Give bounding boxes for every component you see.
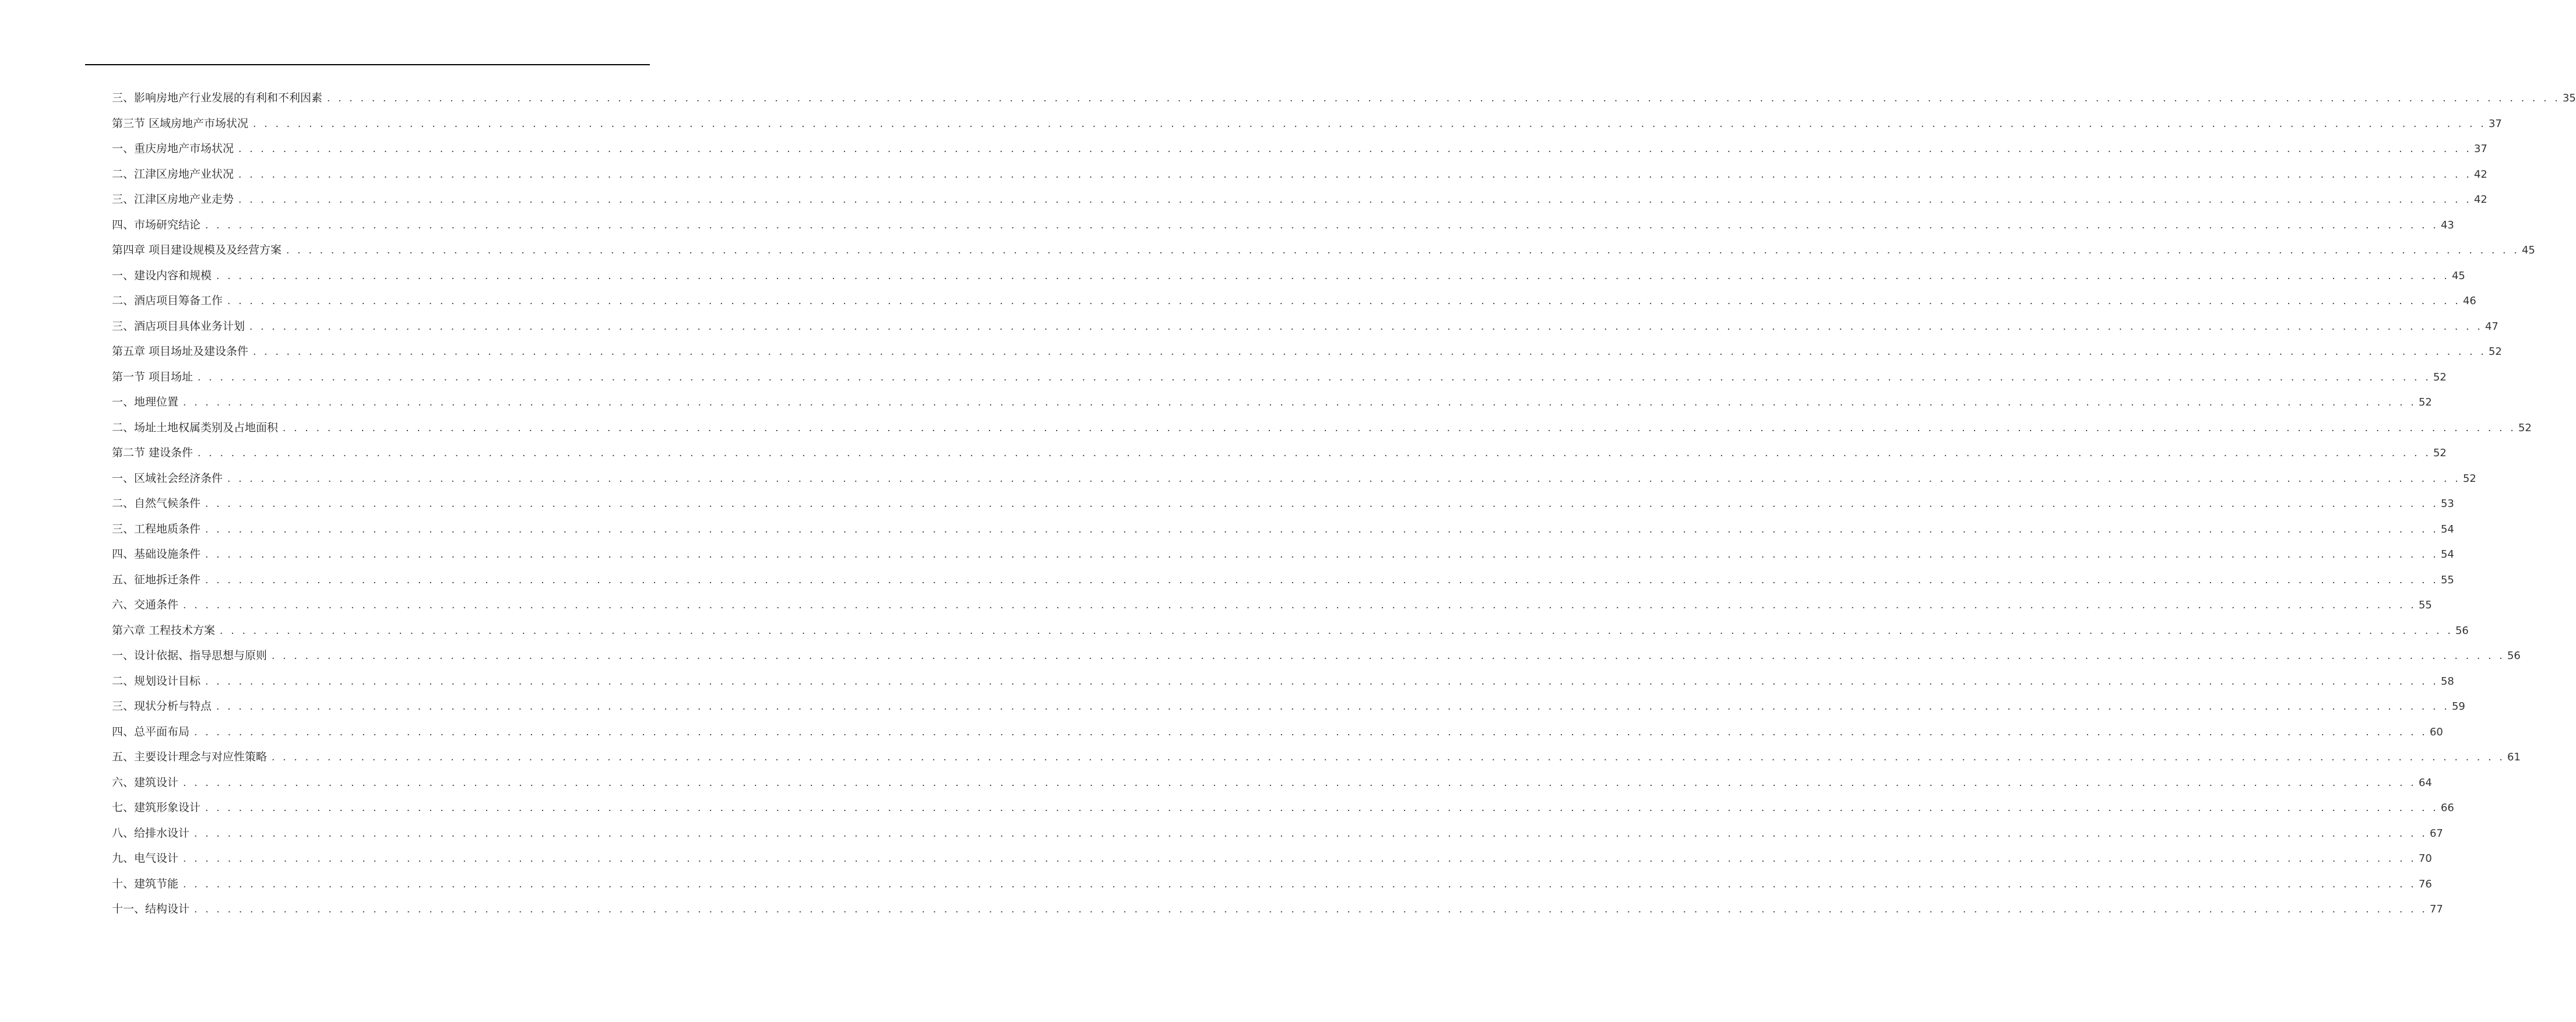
toc-entry-title: 三、工程地质条件 [112,522,201,535]
toc-leader-dots: . . . . . . . . . . . . . . . . . . . . . . . . . . . . . . . . . . . . . . . . . . . . . . . . . . . . . . . . . . . . . . . . . . . . . . . . . . . . . . . . . . . . . . . . . . . . . . . . . . . . . . . . . . . . . . . . . . . . . . . . . . . . . . . . . . . . . . . . . . . . . . . . . . . . . . . . . . . . . . . . . . . . . . . . . . . . . . . . . . . . . . . . . . . . . . . . . . . . . . . . [227,295,2461,307]
toc-entry-title: 第二节 建设条件 [112,446,193,459]
toc-entry-page-number: 55 [2440,573,2454,586]
toc-leader-dots: . . . . . . . . . . . . . . . . . . . . . . . . . . . . . . . . . . . . . . . . . . . . . . . . . . . . . . . . . . . . . . . . . . . . . . . . . . . . . . . . . . . . . . . . . . . . . . . . . . . . . . . . . . . . . . . . . . . . . . . . . . . . . . . . . . . . . . . . . . . . . . . . . . . . . . . . . . . . . . . . . . . . . . . . . . . . . . . . . . . . . . . . . . . . . . . . . . . . . . . . [227,473,2461,485]
toc-leader-dots: . . . . . . . . . . . . . . . . . . . . . . . . . . . . . . . . . . . . . . . . . . . . . . . . . . . . . . . . . . . . . . . . . . . . . . . . . . . . . . . . . . . . . . . . . . . . . . . . . . . . . . . . . . . . . . . . . . . . . . . . . . . . . . . . . . . . . . . . . . . . . . . . . . . . . . . . . . . . . . . . . . . . . . . . . . . . . . . . . . . . . . . . . . . . . . . . . . . . . . . . [183,600,2416,611]
toc-entry-page-number: 56 [2455,624,2469,637]
toc-leader-dots: . . . . . . . . . . . . . . . . . . . . . . . . . . . . . . . . . . . . . . . . . . . . . . . . . . . . . . . . . . . . . . . . . . . . . . . . . . . . . . . . . . . . . . . . . . . . . . . . . . . . . . . . . . . . . . . . . . . . . . . . . . . . . . . . . . . . . . . . . . . . . . . . . . . . . . . . . . . . . . . . . . . . . . . . . . . . . . . . . . . . . . . . . . . . . . . . . . . . . . . . [183,777,2416,789]
toc-leader-dots: . . . . . . . . . . . . . . . . . . . . . . . . . . . . . . . . . . . . . . . . . . . . . . . . . . . . . . . . . . . . . . . . . . . . . . . . . . . . . . . . . . . . . . . . . . . . . . . . . . . . . . . . . . . . . . . . . . . . . . . . . . . . . . . . . . . . . . . . . . . . . . . . . . . . . . . . . . . . . . . . . . . . . . . . . . . . . . . . . . . . . . . . . . . . . . . . . . . . . . . . [205,498,2438,510]
toc-entry-page-number: 54 [2440,548,2454,561]
toc-entry[interactable] [112,421,2532,447]
toc-entry-page-number: 76 [2418,877,2432,890]
toc-entry-page-number: 59 [2451,700,2465,713]
toc-entry-title: 十一、结构设计 [112,903,190,915]
toc-leader-dots: . . . . . . . . . . . . . . . . . . . . . . . . . . . . . . . . . . . . . . . . . . . . . . . . . . . . . . . . . . . . . . . . . . . . . . . . . . . . . . . . . . . . . . . . . . . . . . . . . . . . . . . . . . . . . . . . . . . . . . . . . . . . . . . . . . . . . . . . . . . . . . . . . . . . . . . . . . . . . . . . . . . . . . . . . . . . . . . . . . . . . . . . . . . . . . . . . . . . . . . . [253,346,2486,358]
toc-entry-page-number: 35 [2562,92,2576,104]
toc-entry-page-number: 37 [2473,143,2487,155]
toc-entry-page-number: 45 [2451,269,2465,282]
toc-entry[interactable] [112,269,2465,295]
toc-entry[interactable] [112,903,2443,928]
toc-entry[interactable] [112,573,2454,599]
toc-entry-page-number: 46 [2462,295,2476,307]
toc-entry-title: 三、影响房地产行业发展的有利和不利因素 [112,91,323,104]
toc-entry-page-number: 60 [2429,725,2443,738]
toc-entry-title: 五、征地拆迁条件 [112,573,201,586]
toc-entry-page-number: 42 [2473,193,2487,206]
toc-leader-dots: . . . . . . . . . . . . . . . . . . . . . . . . . . . . . . . . . . . . . . . . . . . . . . . . . . . . . . . . . . . . . . . . . . . . . . . . . . . . . . . . . . . . . . . . . . . . . . . . . . . . . . . . . . . . . . . . . . . . . . . . . . . . . . . . . . . . . . . . . . . . . . . . . . . . . . . . . . . . . . . . . . . . . . . . . . . . . . . . . . . . . . . . . . . . . . . . . . . . . . . . [283,422,2516,434]
toc-entry-title: 六、交通条件 [112,598,179,611]
toc-leader-dots: . . . . . . . . . . . . . . . . . . . . . . . . . . . . . . . . . . . . . . . . . . . . . . . . . . . . . . . . . . . . . . . . . . . . . . . . . . . . . . . . . . . . . . . . . . . . . . . . . . . . . . . . . . . . . . . . . . . . . . . . . . . . . . . . . . . . . . . . . . . . . . . . . . . . . . . . . . . . . . . . . . . . . . . . . . . . . . . . . . . . . . . . . . . . . . . . . . . . . . . . [198,371,2431,383]
toc-entry-title: 第四章 项目建设规模及及经营方案 [112,244,282,256]
toc-entry-title: 第六章 工程技术方案 [112,623,216,637]
toc-entry-title: 一、重庆房地产市场状况 [112,142,234,155]
toc-entry[interactable] [112,497,2454,523]
toc-leader-dots: . . . . . . . . . . . . . . . . . . . . . . . . . . . . . . . . . . . . . . . . . . . . . . . . . . . . . . . . . . . . . . . . . . . . . . . . . . . . . . . . . . . . . . . . . . . . . . . . . . . . . . . . . . . . . . . . . . . . . . . . . . . . . . . . . . . . . . . . . . . . . . . . . . . . . . . . . . . . . . . . . . . . . . . . . . . . . . . . . . . . . . . . . . . . . . . . . . . . . . . . [183,397,2416,408]
toc-entry-title: 十、建筑节能 [112,877,179,890]
toc-entry-page-number: 54 [2440,523,2454,535]
toc-entry-title: 六、建筑设计 [112,776,179,789]
toc-entry-title: 第一节 项目场址 [112,370,193,383]
toc-leader-dots: . . . . . . . . . . . . . . . . . . . . . . . . . . . . . . . . . . . . . . . . . . . . . . . . . . . . . . . . . . . . . . . . . . . . . . . . . . . . . . . . . . . . . . . . . . . . . . . . . . . . . . . . . . . . . . . . . . . . . . . . . . . . . . . . . . . . . . . . . . . . . . . . . . . . . . . . . . . . . . . . . . . . . . . . . . . . . . . . . . . . . . . . . . . . . . . . . . . . . . . . [183,878,2416,890]
toc-entry-page-number: 42 [2473,168,2487,181]
toc-entry-title: 八、给排水设计 [112,826,190,840]
toc-leader-dots: . . . . . . . . . . . . . . . . . . . . . . . . . . . . . . . . . . . . . . . . . . . . . . . . . . . . . . . . . . . . . . . . . . . . . . . . . . . . . . . . . . . . . . . . . . . . . . . . . . . . . . . . . . . . . . . . . . . . . . . . . . . . . . . . . . . . . . . . . . . . . . . . . . . . . . . . . . . . . . . . . . . . . . . . . . . . . . . . . . . . . . . . . . . . . . . . . . . . . . . . [238,143,2472,155]
toc-leader-dots: . . . . . . . . . . . . . . . . . . . . . . . . . . . . . . . . . . . . . . . . . . . . . . . . . . . . . . . . . . . . . . . . . . . . . . . . . . . . . . . . . . . . . . . . . . . . . . . . . . . . . . . . . . . . . . . . . . . . . . . . . . . . . . . . . . . . . . . . . . . . . . . . . . . . . . . . . . . . . . . . . . . . . . . . . . . . . . . . . . . . . . . . . . . . . . . . . . . . . . . . [194,904,2427,915]
toc-entry-page-number: 56 [2507,650,2521,662]
toc-leader-dots: . . . . . . . . . . . . . . . . . . . . . . . . . . . . . . . . . . . . . . . . . . . . . . . . . . . . . . . . . . . . . . . . . . . . . . . . . . . . . . . . . . . . . . . . . . . . . . . . . . . . . . . . . . . . . . . . . . . . . . . . . . . . . . . . . . . . . . . . . . . . . . . . . . . . . . . . . . . . . . . . . . . . . . . . . . . . . . . . . . . . . . . . . . . . . . . . . . . . . . . . [220,625,2453,637]
toc-entry-title: 二、酒店项目筹备工作 [112,294,223,307]
toc-leader-dots: . . . . . . . . . . . . . . . . . . . . . . . . . . . . . . . . . . . . . . . . . . . . . . . . . . . . . . . . . . . . . . . . . . . . . . . . . . . . . . . . . . . . . . . . . . . . . . . . . . . . . . . . . . . . . . . . . . . . . . . . . . . . . . . . . . . . . . . . . . . . . . . . . . . . . . . . . . . . . . . . . . . . . . . . . . . . . . . . . . . . . . . . . . . . . . . . . . . . . . . . [238,194,2472,206]
toc-entry[interactable] [112,674,2454,700]
table-of-contents [112,91,2576,928]
toc-leader-dots: . . . . . . . . . . . . . . . . . . . . . . . . . . . . . . . . . . . . . . . . . . . . . . . . . . . . . . . . . . . . . . . . . . . . . . . . . . . . . . . . . . . . . . . . . . . . . . . . . . . . . . . . . . . . . . . . . . . . . . . . . . . . . . . . . . . . . . . . . . . . . . . . . . . . . . . . . . . . . . . . . . . . . . . . . . . . . . . . . . . . . . . . . . . . . . . . . . . . . . . . [194,726,2427,738]
toc-entry-page-number: 52 [2418,396,2432,408]
toc-entry-page-number: 45 [2521,244,2535,256]
toc-leader-dots: . . . . . . . . . . . . . . . . . . . . . . . . . . . . . . . . . . . . . . . . . . . . . . . . . . . . . . . . . . . . . . . . . . . . . . . . . . . . . . . . . . . . . . . . . . . . . . . . . . . . . . . . . . . . . . . . . . . . . . . . . . . . . . . . . . . . . . . . . . . . . . . . . . . . . . . . . . . . . . . . . . . . . . . . . . . . . . . . . . . . . . . . . . . . . . . . . . . . . . . . [198,447,2431,459]
toc-leader-dots: . . . . . . . . . . . . . . . . . . . . . . . . . . . . . . . . . . . . . . . . . . . . . . . . . . . . . . . . . . . . . . . . . . . . . . . . . . . . . . . . . . . . . . . . . . . . . . . . . . . . . . . . . . . . . . . . . . . . . . . . . . . . . . . . . . . . . . . . . . . . . . . . . . . . . . . . . . . . . . . . . . . . . . . . . . . . . . . . . . . . . . . . . . . . . . . . . . . . . . . . [205,523,2438,535]
toc-entry-title: 三、酒店项目具体业务计划 [112,319,245,333]
toc-entry-title: 四、市场研究结论 [112,218,201,231]
toc-leader-dots: . . . . . . . . . . . . . . . . . . . . . . . . . . . . . . . . . . . . . . . . . . . . . . . . . . . . . . . . . . . . . . . . . . . . . . . . . . . . . . . . . . . . . . . . . . . . . . . . . . . . . . . . . . . . . . . . . . . . . . . . . . . . . . . . . . . . . . . . . . . . . . . . . . . . . . . . . . . . . . . . . . . . . . . . . . . . . . . . . . . . . . . . . . . . . . . . . . . . . . . . [183,853,2416,865]
toc-entry-page-number: 66 [2440,802,2454,814]
toc-entry-title: 三、现状分析与特点 [112,700,212,713]
toc-entry[interactable] [112,700,2465,725]
toc-entry-page-number: 70 [2418,852,2432,865]
toc-entry-page-number: 52 [2518,421,2532,434]
toc-entry[interactable] [112,471,2476,498]
toc-entry[interactable] [112,725,2443,751]
toc-entry-page-number: 52 [2488,346,2502,358]
toc-entry[interactable] [112,345,2502,371]
toc-leader-dots: . . . . . . . . . . . . . . . . . . . . . . . . . . . . . . . . . . . . . . . . . . . . . . . . . . . . . . . . . . . . . . . . . . . . . . . . . . . . . . . . . . . . . . . . . . . . . . . . . . . . . . . . . . . . . . . . . . . . . . . . . . . . . . . . . . . . . . . . . . . . . . . . . . . . . . . . . . . . . . . . . . . . . . . . . . . . . . . . . . . . . . . . . . . . . . . . . . . . . . . . [205,574,2438,586]
header-rule [85,64,650,65]
toc-entry-title: 二、规划设计目标 [112,674,201,688]
toc-entry[interactable] [112,218,2454,244]
toc-entry[interactable] [112,370,2447,396]
toc-entry-page-number: 37 [2488,117,2502,130]
toc-entry-page-number: 52 [2462,472,2476,485]
toc-entry[interactable] [112,826,2443,852]
toc-leader-dots: . . . . . . . . . . . . . . . . . . . . . . . . . . . . . . . . . . . . . . . . . . . . . . . . . . . . . . . . . . . . . . . . . . . . . . . . . . . . . . . . . . . . . . . . . . . . . . . . . . . . . . . . . . . . . . . . . . . . . . . . . . . . . . . . . . . . . . . . . . . . . . . . . . . . . . . . . . . . . . . . . . . . . . . . . . . . . . . . . . . . . . . . . . . . . . . . . . . . . . . . [286,245,2519,256]
toc-leader-dots: . . . . . . . . . . . . . . . . . . . . . . . . . . . . . . . . . . . . . . . . . . . . . . . . . . . . . . . . . . . . . . . . . . . . . . . . . . . . . . . . . . . . . . . . . . . . . . . . . . . . . . . . . . . . . . . . . . . . . . . . . . . . . . . . . . . . . . . . . . . . . . . . . . . . . . . . . . . . . . . . . . . . . . . . . . . . . . . . . . . . . . . . . . . . . . . . . . . . . . . . [205,802,2438,814]
toc-entry-title: 一、区域社会经济条件 [112,471,223,485]
toc-entry-title: 二、江津区房地产业状况 [112,167,234,181]
toc-leader-dots: . . . . . . . . . . . . . . . . . . . . . . . . . . . . . . . . . . . . . . . . . . . . . . . . . . . . . . . . . . . . . . . . . . . . . . . . . . . . . . . . . . . . . . . . . . . . . . . . . . . . . . . . . . . . . . . . . . . . . . . . . . . . . . . . . . . . . . . . . . . . . . . . . . . . . . . . . . . . . . . . . . . . . . . . . . . . . . . . . . . . . . . . . . . . . . . . . . . . . . . . [249,320,2483,333]
toc-entry[interactable] [112,877,2432,903]
toc-entry-title: 四、总平面布局 [112,725,190,738]
toc-entry[interactable] [112,319,2498,346]
toc-entry[interactable] [112,446,2447,472]
toc-entry-title: 三、江津区房地产业走势 [112,193,234,206]
toc-leader-dots: . . . . . . . . . . . . . . . . . . . . . . . . . . . . . . . . . . . . . . . . . . . . . . . . . . . . . . . . . . . . . . . . . . . . . . . . . . . . . . . . . . . . . . . . . . . . . . . . . . . . . . . . . . . . . . . . . . . . . . . . . . . . . . . . . . . . . . . . . . . . . . . . . . . . . . . . . . . . . . . . . . . . . . . . . . . . . . . . . . . . . . . . . . . . . . . . . . . . . . . . [327,93,2560,104]
toc-entry[interactable] [112,193,2487,219]
toc-entry-page-number: 47 [2484,320,2498,333]
toc-entry-page-number: 52 [2433,447,2447,459]
toc-entry[interactable] [112,776,2432,802]
toc-entry-page-number: 67 [2429,827,2443,840]
toc-entry-title: 五、主要设计理念与对应性策略 [112,750,268,763]
toc-entry[interactable] [112,396,2432,421]
toc-entry[interactable] [112,750,2521,776]
toc-entry-page-number: 61 [2507,751,2521,763]
toc-entry-title: 第三节 区域房地产市场状况 [112,117,249,130]
toc-leader-dots: . . . . . . . . . . . . . . . . . . . . . . . . . . . . . . . . . . . . . . . . . . . . . . . . . . . . . . . . . . . . . . . . . . . . . . . . . . . . . . . . . . . . . . . . . . . . . . . . . . . . . . . . . . . . . . . . . . . . . . . . . . . . . . . . . . . . . . . . . . . . . . . . . . . . . . . . . . . . . . . . . . . . . . . . . . . . . . . . . . . . . . . . . . . . . . . . . . . . . . . . [205,219,2438,231]
toc-entry[interactable] [112,244,2535,269]
toc-entry-title: 四、基础设施条件 [112,548,201,561]
toc-leader-dots: . . . . . . . . . . . . . . . . . . . . . . . . . . . . . . . . . . . . . . . . . . . . . . . . . . . . . . . . . . . . . . . . . . . . . . . . . . . . . . . . . . . . . . . . . . . . . . . . . . . . . . . . . . . . . . . . . . . . . . . . . . . . . . . . . . . . . . . . . . . . . . . . . . . . . . . . . . . . . . . . . . . . . . . . . . . . . . . . . . . . . . . . . . . . . . . . . . . . . . . . [194,827,2427,840]
toc-entry-title: 一、地理位置 [112,396,179,408]
toc-entry[interactable] [112,598,2432,624]
toc-entry[interactable] [112,117,2502,143]
toc-entry-title: 二、自然气候条件 [112,497,201,510]
toc-entry-page-number: 58 [2440,675,2454,688]
toc-entry-title: 七、建筑形象设计 [112,801,201,814]
toc-entry[interactable] [112,852,2432,877]
toc-entry-page-number: 52 [2433,371,2447,383]
toc-entry[interactable] [112,623,2469,650]
toc-leader-dots: . . . . . . . . . . . . . . . . . . . . . . . . . . . . . . . . . . . . . . . . . . . . . . . . . . . . . . . . . . . . . . . . . . . . . . . . . . . . . . . . . . . . . . . . . . . . . . . . . . . . . . . . . . . . . . . . . . . . . . . . . . . . . . . . . . . . . . . . . . . . . . . . . . . . . . . . . . . . . . . . . . . . . . . . . . . . . . . . . . . . . . . . . . . . . . . . . . . . . . . . [253,118,2486,130]
toc-leader-dots: . . . . . . . . . . . . . . . . . . . . . . . . . . . . . . . . . . . . . . . . . . . . . . . . . . . . . . . . . . . . . . . . . . . . . . . . . . . . . . . . . . . . . . . . . . . . . . . . . . . . . . . . . . . . . . . . . . . . . . . . . . . . . . . . . . . . . . . . . . . . . . . . . . . . . . . . . . . . . . . . . . . . . . . . . . . . . . . . . . . . . . . . . . . . . . . . . . . . . . . . [216,270,2450,282]
toc-leader-dots: . . . . . . . . . . . . . . . . . . . . . . . . . . . . . . . . . . . . . . . . . . . . . . . . . . . . . . . . . . . . . . . . . . . . . . . . . . . . . . . . . . . . . . . . . . . . . . . . . . . . . . . . . . . . . . . . . . . . . . . . . . . . . . . . . . . . . . . . . . . . . . . . . . . . . . . . . . . . . . . . . . . . . . . . . . . . . . . . . . . . . . . . . . . . . . . . . . . . . . . . [272,650,2505,662]
toc-entry[interactable] [112,167,2487,193]
toc-entry-title: 二、场址土地权属类别及占地面积 [112,421,279,434]
toc-entry-title: 第五章 项目场址及建设条件 [112,345,249,358]
toc-entry[interactable] [112,91,2576,117]
toc-leader-dots: . . . . . . . . . . . . . . . . . . . . . . . . . . . . . . . . . . . . . . . . . . . . . . . . . . . . . . . . . . . . . . . . . . . . . . . . . . . . . . . . . . . . . . . . . . . . . . . . . . . . . . . . . . . . . . . . . . . . . . . . . . . . . . . . . . . . . . . . . . . . . . . . . . . . . . . . . . . . . . . . . . . . . . . . . . . . . . . . . . . . . . . . . . . . . . . . . . . . . . . . [238,168,2472,181]
toc-leader-dots: . . . . . . . . . . . . . . . . . . . . . . . . . . . . . . . . . . . . . . . . . . . . . . . . . . . . . . . . . . . . . . . . . . . . . . . . . . . . . . . . . . . . . . . . . . . . . . . . . . . . . . . . . . . . . . . . . . . . . . . . . . . . . . . . . . . . . . . . . . . . . . . . . . . . . . . . . . . . . . . . . . . . . . . . . . . . . . . . . . . . . . . . . . . . . . . . . . . . . . . . [205,675,2438,688]
toc-entry-page-number: 64 [2418,776,2432,789]
toc-entry-title: 一、设计依据、指导思想与原则 [112,649,268,662]
toc-entry[interactable] [112,294,2476,320]
toc-entry-page-number: 53 [2440,498,2454,510]
toc-entry[interactable] [112,522,2454,548]
toc-leader-dots: . . . . . . . . . . . . . . . . . . . . . . . . . . . . . . . . . . . . . . . . . . . . . . . . . . . . . . . . . . . . . . . . . . . . . . . . . . . . . . . . . . . . . . . . . . . . . . . . . . . . . . . . . . . . . . . . . . . . . . . . . . . . . . . . . . . . . . . . . . . . . . . . . . . . . . . . . . . . . . . . . . . . . . . . . . . . . . . . . . . . . . . . . . . . . . . . . . . . . . . . [272,752,2505,763]
toc-leader-dots: . . . . . . . . . . . . . . . . . . . . . . . . . . . . . . . . . . . . . . . . . . . . . . . . . . . . . . . . . . . . . . . . . . . . . . . . . . . . . . . . . . . . . . . . . . . . . . . . . . . . . . . . . . . . . . . . . . . . . . . . . . . . . . . . . . . . . . . . . . . . . . . . . . . . . . . . . . . . . . . . . . . . . . . . . . . . . . . . . . . . . . . . . . . . . . . . . . . . . . . . [205,549,2438,561]
toc-entry-page-number: 77 [2429,903,2443,915]
toc-entry[interactable] [112,649,2521,675]
toc-entry-page-number: 43 [2440,219,2454,231]
toc-entry-page-number: 55 [2418,599,2432,611]
toc-entry-title: 一、建设内容和规模 [112,269,212,282]
toc-entry[interactable] [112,142,2487,168]
toc-entry[interactable] [112,801,2454,827]
toc-entry[interactable] [112,548,2454,573]
toc-entry-title: 九、电气设计 [112,852,179,865]
toc-leader-dots: . . . . . . . . . . . . . . . . . . . . . . . . . . . . . . . . . . . . . . . . . . . . . . . . . . . . . . . . . . . . . . . . . . . . . . . . . . . . . . . . . . . . . . . . . . . . . . . . . . . . . . . . . . . . . . . . . . . . . . . . . . . . . . . . . . . . . . . . . . . . . . . . . . . . . . . . . . . . . . . . . . . . . . . . . . . . . . . . . . . . . . . . . . . . . . . . . . . . . . . . [216,701,2450,713]
